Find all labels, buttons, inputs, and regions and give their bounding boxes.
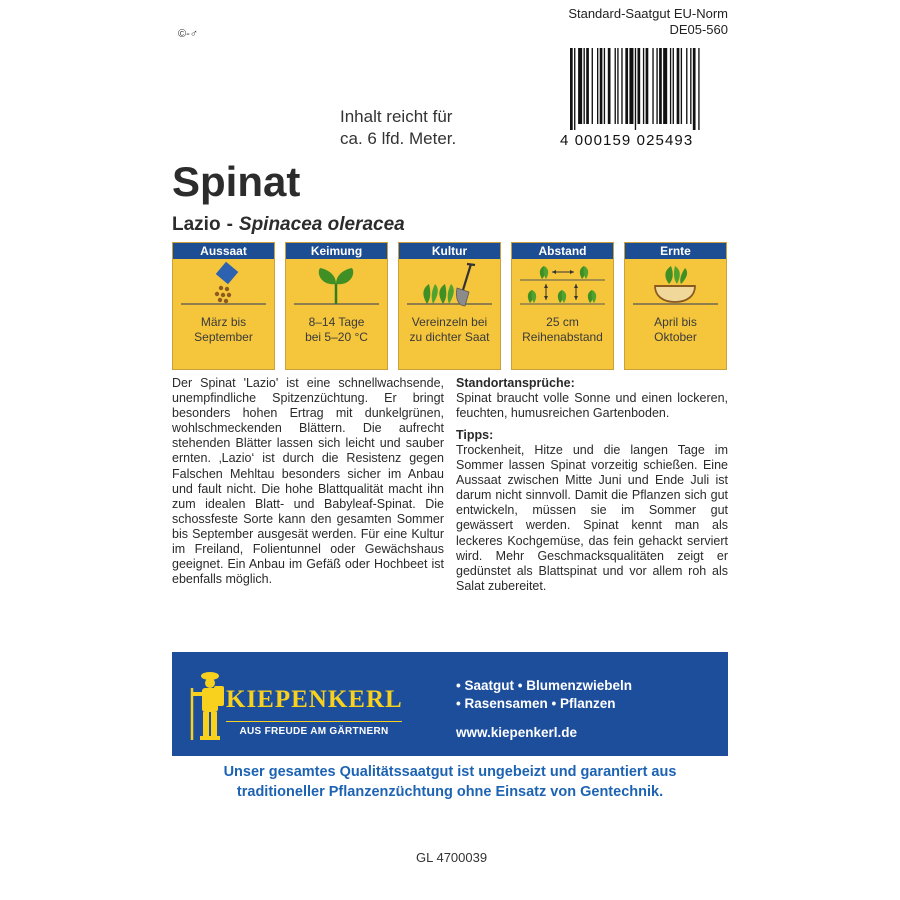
product-title: Spinat <box>172 158 301 205</box>
card-header: Keimung <box>286 243 387 259</box>
brand-banner <box>172 652 728 756</box>
symbols-mark: ©-♂ <box>178 28 199 40</box>
card-ernte <box>624 242 727 370</box>
brand-tagline: AUS FREUDE AM GÄRTNERN <box>239 726 389 737</box>
website-link[interactable]: www.kiepenkerl.de <box>456 725 578 740</box>
seed-packet-icon <box>173 260 274 314</box>
card-header: Ernte <box>625 243 726 259</box>
description-text: Der Spinat 'Lazio' ist eine schnellwachsende, unempfindliche Spitzenzüchtung. Er bringt besonders hohen Ertrag mit dunkelgrünen, wohlschmeckenden Blättern. Die aufrecht stehenden Blätter lassen sich leicht und sauber ernten. ‚Lazio‘ ist durch die Resistenz gegen Falschen Mehltau besonders sicher im Anbau und fault nicht. Die hohe Blattqualität macht ihn zum idealen Blatt- und Babyleaf-Spinat. Die schossfeste Sorte kann den gesamten Sommer bis September ausgesät werden. Für eine Kultur im Freiland, Folientunnel oder Gewächshaus geeignet. Ein Anbau im Gefäß oder Hochbeet ist ebenfalls möglich. <box>172 376 444 587</box>
barcode-bar <box>615 48 616 124</box>
barcode-bars <box>560 48 728 130</box>
card-aussaat <box>172 242 275 370</box>
barcode-bar <box>608 48 611 124</box>
barcode-bar <box>621 48 622 124</box>
barcode-bar <box>670 48 671 124</box>
barcode-bar <box>686 48 687 124</box>
subtitle-dash: - <box>226 214 233 235</box>
barcode-bar <box>617 48 618 124</box>
barcode-bar <box>600 48 603 124</box>
card-line-1: 25 cm <box>546 315 579 329</box>
barcode-bar <box>597 48 598 124</box>
barcode-bar <box>646 48 649 124</box>
latin-name: Spinacea oleracea <box>238 214 405 235</box>
banner-bullets-2: • Rasensamen • Pflanzen <box>456 696 616 711</box>
barcode <box>560 48 728 148</box>
card-line-2: Reihenabstand <box>522 330 603 344</box>
barcode-bar <box>574 48 575 130</box>
cultivar-name: Lazio <box>172 214 221 235</box>
card-line-2: bei 5–20 °C <box>305 330 368 344</box>
barcode-bar <box>673 48 674 124</box>
barcode-bar <box>659 48 662 124</box>
barcode-bar <box>677 48 680 124</box>
barcode-number: 4 000159 025493 <box>560 132 694 149</box>
brand-wordmark: KIEPENKERL <box>226 686 403 713</box>
tips-text: Trockenheit, Hitze und die langen Tage im Sommer lassen Spinat vorzeitig schießen. Eine Aussaat zwischen Mitte Juni und Ende Juli ist darum nicht sinnvoll. Damit die Pflanzen sich gut entwickeln, müssen sie im Sommer gut gewässert werden. Spinat kennt man als leckeres Kochgemüse, das fein gehackt serviert wird. Mehr Geschmacksqualitäten zeigt er gedünstet als Blattspinat und vor allem roh als Salat zubereitet. <box>456 443 728 593</box>
card-line-2: September <box>194 330 253 344</box>
spacing-icon <box>512 260 613 314</box>
card-header: Abstand <box>512 243 613 259</box>
site-text: Spinat braucht volle Sonne und einen lockeren, feuchten, humusreichen Gartenboden. <box>456 391 728 421</box>
barcode-bar <box>578 48 582 124</box>
gmo-line-2: traditioneller Pflanzenzüchtung ohne Einsatz von Gentechnik. <box>236 784 664 800</box>
card-header: Kultur <box>399 243 500 259</box>
product-subtitle <box>172 214 405 236</box>
article-code: GL 4700039 <box>416 850 488 865</box>
standard-label <box>468 6 728 38</box>
gmo-line-1: Unser gesamtes Qualitätssaatgut ist ungebeizt und garantiert aus <box>223 764 677 780</box>
card-line-2: zu dichter Saat <box>409 330 490 344</box>
barcode-bar <box>663 48 667 124</box>
barcode-bar <box>635 48 636 130</box>
barcode-bar <box>681 48 682 124</box>
kiepenkerl-figure-icon <box>188 668 226 742</box>
barcode-bar <box>570 48 573 130</box>
card-text <box>512 315 613 345</box>
card-header: Aussaat <box>173 243 274 259</box>
barcode-bar <box>698 48 699 130</box>
spade-icon <box>399 260 500 314</box>
brand-rule <box>226 721 402 722</box>
card-line-1: 8–14 Tage <box>308 315 365 329</box>
banner-bullets-1: • Saatgut • Blumenzwiebeln <box>456 678 632 693</box>
site-heading: Standortansprüche: <box>456 376 575 390</box>
barcode-bar <box>592 48 593 124</box>
card-line-1: Vereinzeln bei <box>411 315 488 329</box>
seedling-icon <box>286 260 387 314</box>
card-text <box>173 315 274 345</box>
barcode-bar <box>652 48 653 124</box>
card-kultur <box>398 242 501 370</box>
barcode-bar <box>629 48 633 124</box>
card-line-1: April bis <box>654 315 697 329</box>
card-text <box>399 315 500 345</box>
barcode-bar <box>625 48 628 124</box>
contents-note <box>340 106 456 150</box>
barcode-bar <box>656 48 657 124</box>
barcode-bar <box>643 48 644 124</box>
barcode-bar <box>586 48 589 124</box>
barcode-bar <box>584 48 585 124</box>
contents-line-2: ca. 6 lfd. Meter. <box>340 129 457 148</box>
harvest-bowl-icon <box>625 260 726 314</box>
tips-heading: Tipps: <box>456 428 494 442</box>
barcode-bar <box>693 48 696 130</box>
contents-line-1: Inhalt reicht für <box>340 107 453 126</box>
card-text <box>286 315 387 345</box>
barcode-bar <box>604 48 605 124</box>
card-abstand <box>511 242 614 370</box>
standard-line-2: DE05-560 <box>669 22 728 37</box>
standard-line-1: Standard-Saatgut EU-Norm <box>568 6 728 21</box>
gmo-statement <box>172 762 728 802</box>
card-keimung <box>285 242 388 370</box>
card-text <box>625 315 726 345</box>
card-line-1: März bis <box>200 315 247 329</box>
card-line-2: Oktober <box>654 330 697 344</box>
barcode-bar <box>690 48 691 124</box>
barcode-bar <box>638 48 641 124</box>
